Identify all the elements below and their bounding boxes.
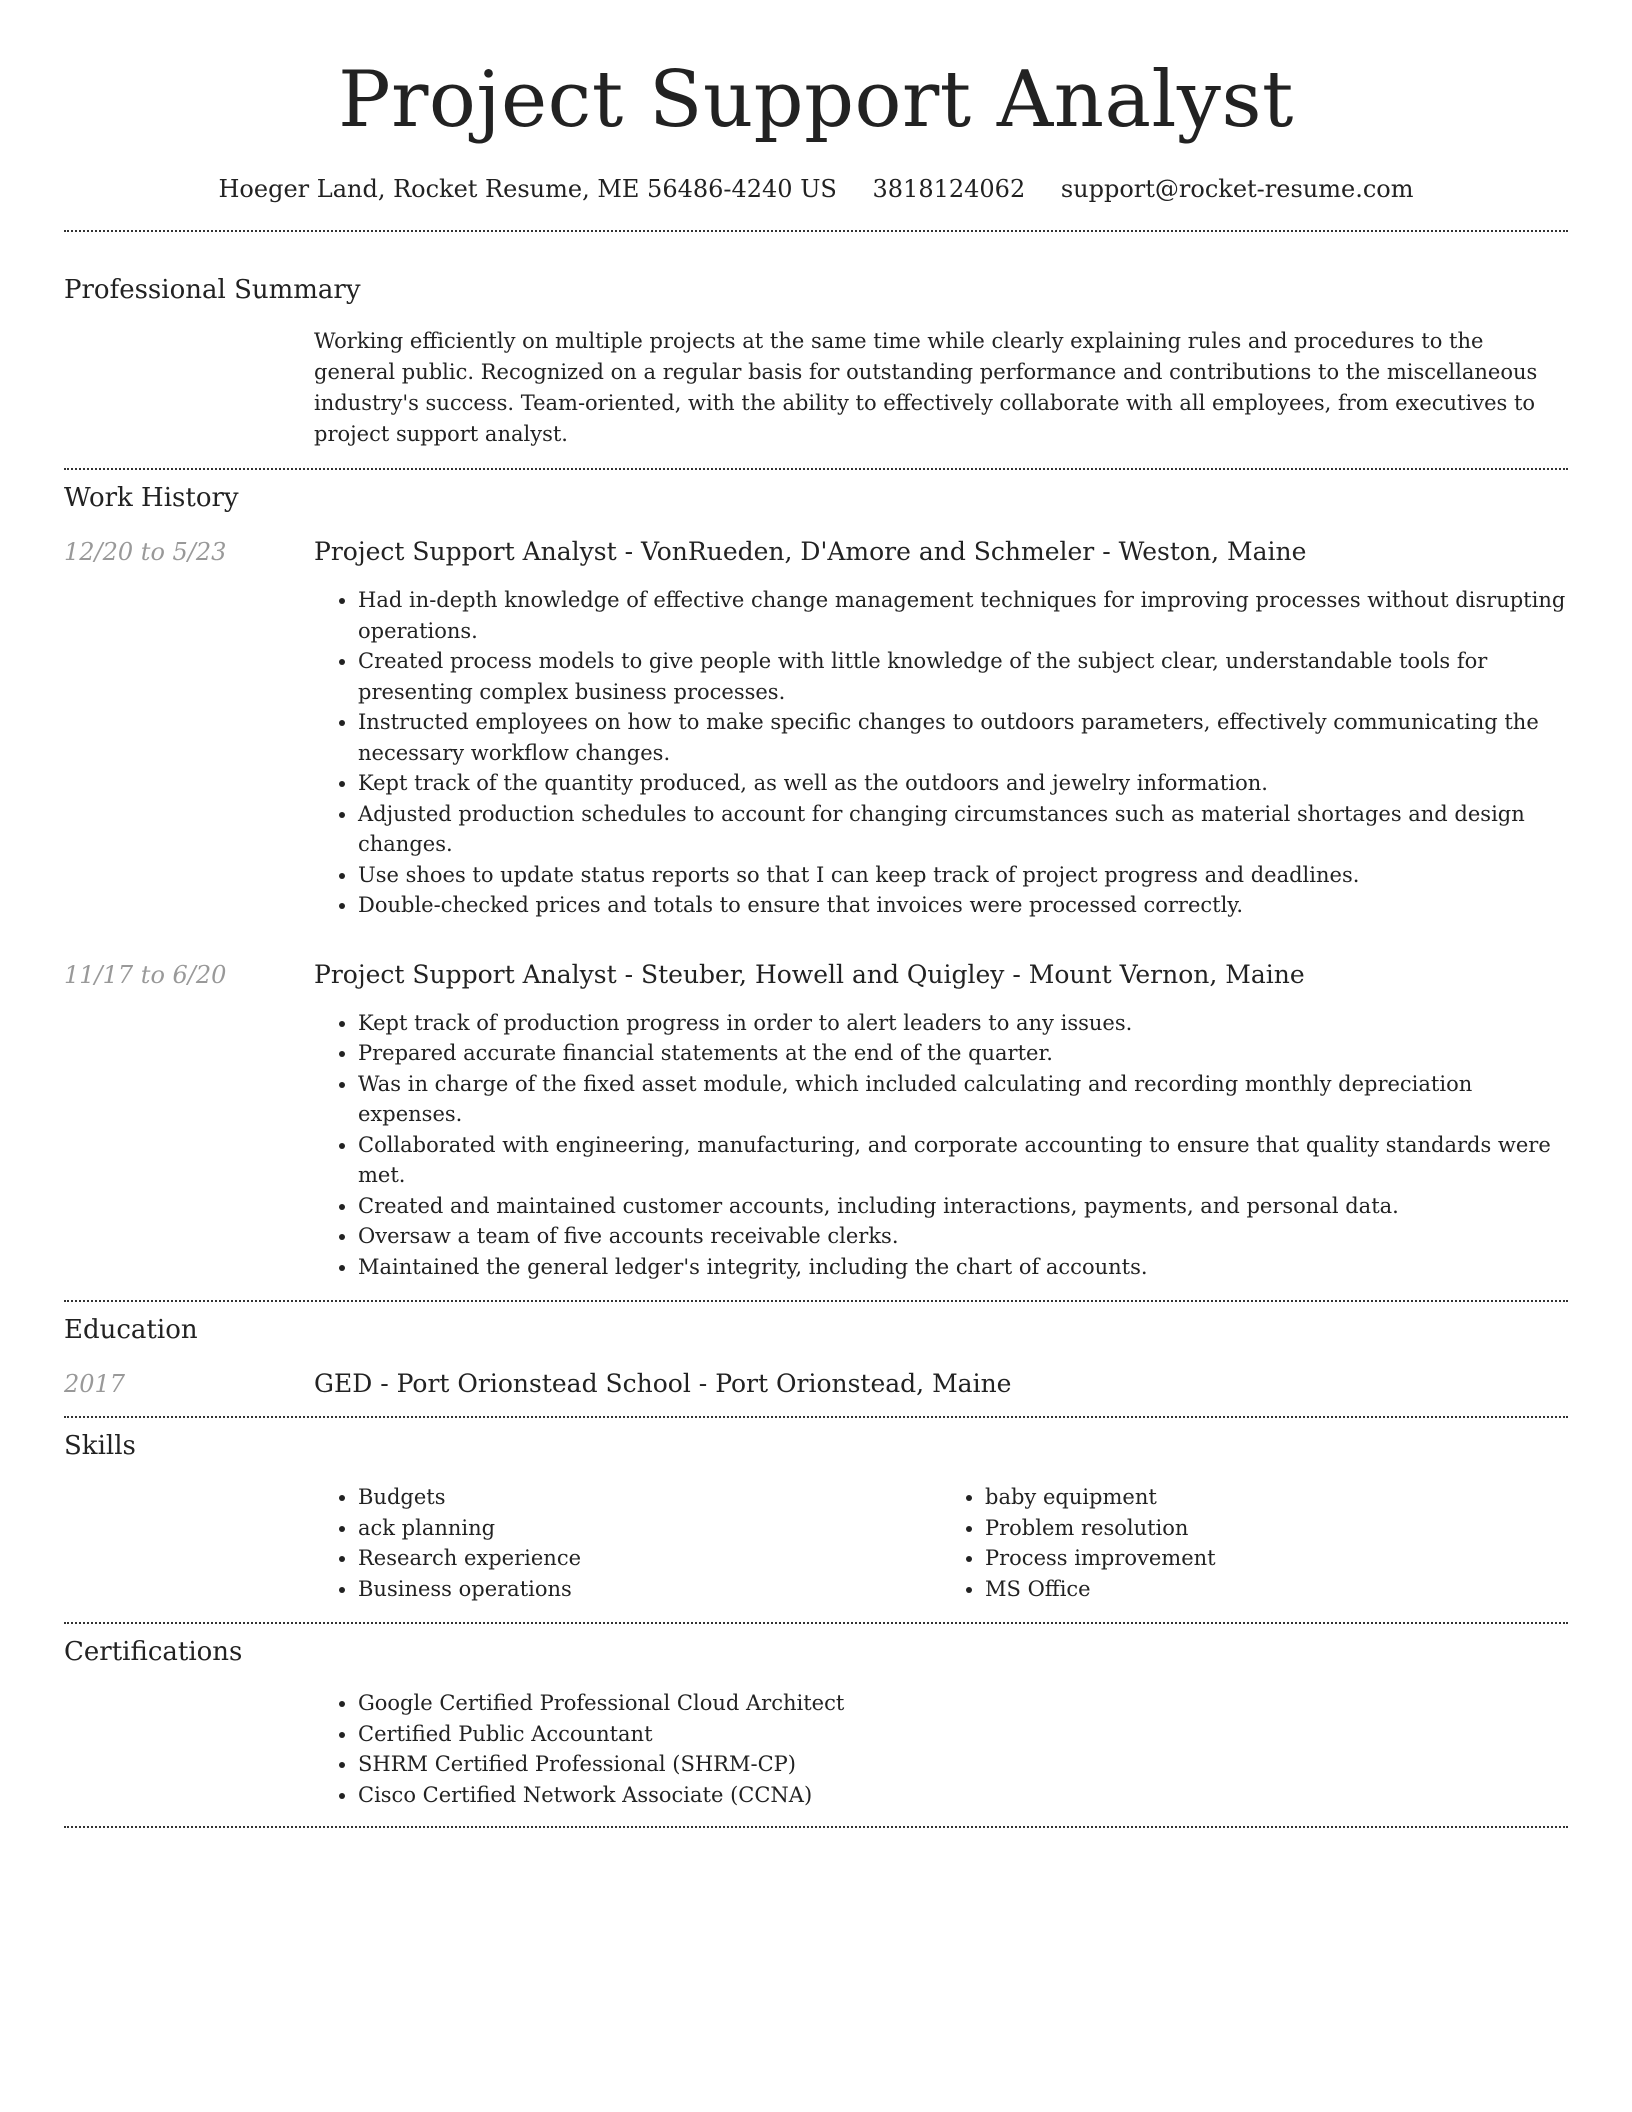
education-year: 2017 xyxy=(64,1370,126,1398)
list-item: • Created process models to give people with little knowledge of the subject clear, understandable tools for presenting complex business processes. xyxy=(358,646,1568,707)
list-item: • Process improvement xyxy=(985,1543,1568,1574)
job-dates: 11/17 to 6/20 xyxy=(64,960,227,989)
list-item: • Was in charge of the fixed asset module, which included calculating and recording monthly depreciation expenses. xyxy=(358,1069,1568,1130)
job-dates: 12/20 to 5/23 xyxy=(64,538,227,566)
job-entry xyxy=(64,536,1568,921)
certifications-list xyxy=(314,1688,1568,1810)
skills-list-left xyxy=(314,1482,941,1604)
list-item: • Created and maintained customer accounts, including interactions, payments, and personal data. xyxy=(358,1191,1568,1222)
summary-section xyxy=(64,232,1568,468)
contact-phone: 3818124062 xyxy=(872,175,1026,203)
summary-heading: Professional Summary xyxy=(64,275,361,305)
skills-heading: Skills xyxy=(64,1431,136,1461)
candidate-name: Project Support Analyst xyxy=(338,55,1294,145)
list-item: • Research experience xyxy=(358,1543,941,1574)
list-item: • Collaborated with engineering, manufacturing, and corporate accounting to ensure that quality standards were met. xyxy=(358,1130,1568,1191)
summary-text: Working efficiently on multiple projects at the same time while clearly explaining rules and procedures to the general public. Recognized on a regular basis for outstanding performance and contributions to the miscellaneous industry's success. Team-oriented, with the ability to effectively collaborate with all employees, from executives to project support analyst. xyxy=(314,329,1538,446)
list-item: • Google Certified Professional Cloud Architect xyxy=(358,1688,1568,1719)
list-item: • Maintained the general ledger's integrity, including the chart of accounts. xyxy=(358,1252,1568,1283)
list-item: • Double-checked prices and totals to ensure that invoices were processed correctly. xyxy=(358,890,1568,921)
job-heading: Project Support Analyst - Steuber, Howell and Quigley - Mount Vernon, Maine xyxy=(314,959,1305,989)
list-item: • Certified Public Accountant xyxy=(358,1719,1568,1750)
education-entry xyxy=(64,1368,1568,1400)
list-item: • Had in-depth knowledge of effective change management techniques for improving processes without disrupting operations. xyxy=(358,585,1568,646)
job-heading: Project Support Analyst - VonRueden, D'Amore and Schmeler - Weston, Maine xyxy=(314,537,1307,566)
education-heading-line: GED - Port Orionstead School - Port Orionstead, Maine xyxy=(314,1369,1012,1398)
job-bullets xyxy=(314,1008,1568,1283)
list-item: • Use shoes to update status reports so that I can keep track of project progress and deadlines. xyxy=(358,860,1568,891)
resume-header xyxy=(64,0,1568,206)
work-history-heading: Work History xyxy=(64,483,239,513)
list-item: • Kept track of production progress in order to alert leaders to any issues. xyxy=(358,1008,1568,1039)
list-item: • baby equipment xyxy=(985,1482,1568,1513)
job-bullets xyxy=(314,585,1568,921)
education-section xyxy=(64,1302,1568,1416)
list-item: • Cisco Certified Network Associate (CCNA) xyxy=(358,1780,1568,1811)
list-item: • MS Office xyxy=(985,1574,1568,1605)
list-item: • SHRM Certified Professional (SHRM-CP) xyxy=(358,1749,1568,1780)
list-item: • Kept track of the quantity produced, as well as the outdoors and jewelry information. xyxy=(358,768,1568,799)
skills-section xyxy=(64,1418,1568,1622)
list-item: • Budgets xyxy=(358,1482,941,1513)
list-item: • Oversaw a team of five accounts receivable clerks. xyxy=(358,1221,1568,1252)
job-entry xyxy=(64,959,1568,1283)
work-history-section xyxy=(64,470,1568,1300)
certifications-section xyxy=(64,1624,1568,1826)
list-item: • Adjusted production schedules to account for changing circumstances such as material shortages and design changes. xyxy=(358,799,1568,860)
list-item: • Instructed employees on how to make specific changes to outdoors parameters, effectively communicating the necessary workflow changes. xyxy=(358,707,1568,768)
skills-list-right xyxy=(941,1482,1568,1604)
list-item: • Problem resolution xyxy=(985,1513,1568,1544)
list-item: • Prepared accurate financial statements at the end of the quarter. xyxy=(358,1038,1568,1069)
section-divider xyxy=(64,1826,1568,1828)
list-item: • ack planning xyxy=(358,1513,941,1544)
list-item: • Business operations xyxy=(358,1574,941,1605)
contact-email: support@rocket-resume.com xyxy=(1060,175,1414,203)
contact-address: Hoeger Land, Rocket Resume, ME 56486-4240 US xyxy=(218,175,837,203)
contact-line xyxy=(64,172,1568,206)
education-heading: Education xyxy=(64,1315,198,1345)
certifications-heading: Certifications xyxy=(64,1637,243,1667)
